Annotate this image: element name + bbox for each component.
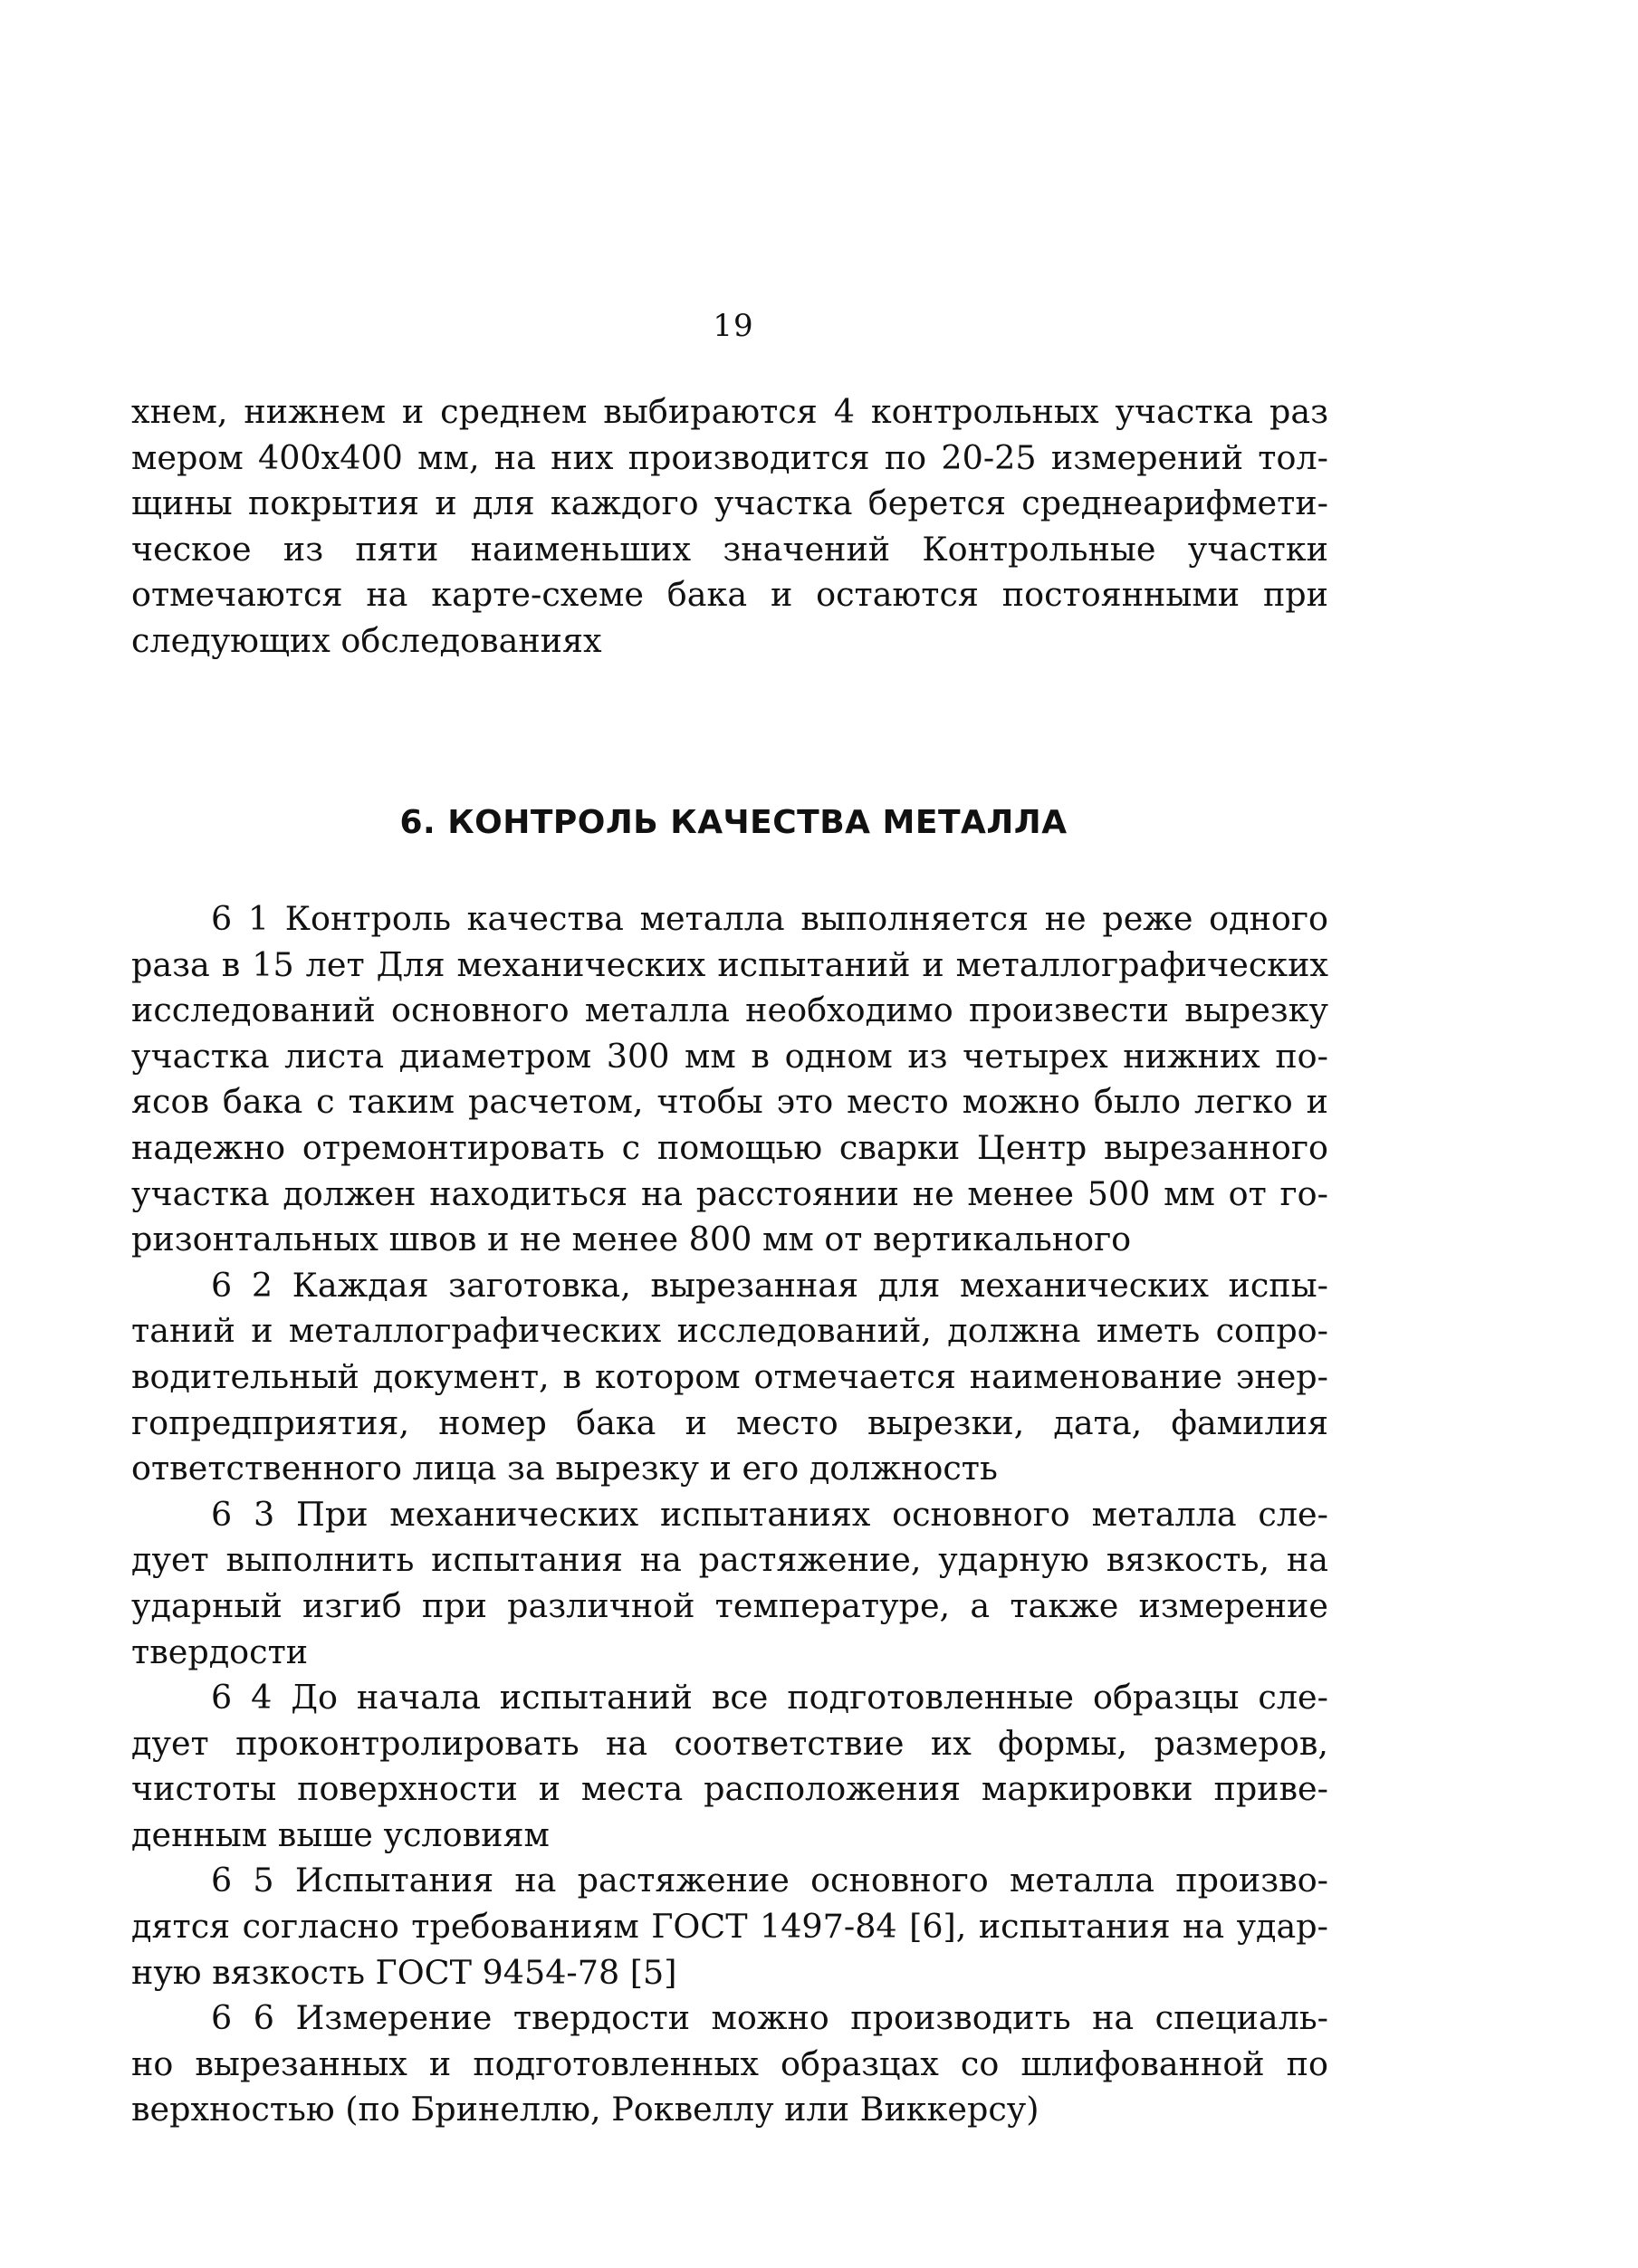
paragraph-6-6-line: верхностью (по Бринеллю, Роквеллу или Виккерсу) [131, 2090, 1039, 2129]
paragraph-6-5-line: 6 5 Испытания на растяжение основного металла произво- [211, 1861, 1328, 1900]
text-line: отмечаются на карте-схеме бака и остаются постоянными при [131, 575, 1328, 615]
text-line: мером 400х400 мм, на них производится по 20-25 измерений тол- [131, 437, 1328, 477]
paragraph-6-4-line: денным выше условиям [131, 1814, 550, 1854]
paragraph-6-3-line: 6 3 При механических испытаниях основного металла сле- [211, 1494, 1328, 1534]
page-number: 19 [713, 308, 754, 344]
paragraph-6-4-line: 6 4 До начала испытаний все подготовленные образцы сле- [211, 1678, 1328, 1718]
paragraph-6-1-line: 6 1 Контроль качества металла выполняется не реже одного [211, 899, 1328, 938]
paragraph-6-1-line: исследований основного металла необходимо произвести вырезку [131, 990, 1328, 1030]
text-line: щины покрытия и для каждого участка берется среднеарифмети- [131, 483, 1328, 523]
paragraph-6-4-line: дует проконтролировать на соответствие их формы, размеров, [131, 1723, 1328, 1763]
paragraph-6-3-line: ударный изгиб при различной температуре, а также измерение [131, 1585, 1328, 1625]
paragraph-6-3-line: дует выполнить испытания на растяжение, ударную вязкость, на [131, 1540, 1328, 1580]
paragraph-6-2-line: ответственного лица за вырезку и его должность [131, 1449, 998, 1488]
text-line: следующих обследованиях [131, 620, 602, 660]
paragraph-6-5-line: ную вязкость ГОСТ 9454-78 [5] [131, 1952, 677, 1992]
text-line: хнем, нижнем и среднем выбираются 4 контрольных участка раз [131, 392, 1328, 431]
paragraph-6-5-line: дятся согласно требованиям ГОСТ 1497-84 [6], испытания на удар- [131, 1907, 1328, 1947]
intro-paragraph [131, 389, 1328, 665]
paragraph-6-2-line: гопредприятия, номер бака и место вырезки, дата, фамилия [131, 1402, 1328, 1442]
paragraph-6-1-line: раза в 15 лет Для механических испытаний и металлографических [131, 944, 1328, 984]
paragraph-6-4-line: чистоты поверхности и места расположения маркировки приве- [131, 1769, 1328, 1809]
paragraph-6-1-line: участка должен находиться на расстоянии не менее 500 мм от го- [131, 1173, 1328, 1213]
text-line: ческое из пяти наименьших значений Контрольные участки [131, 529, 1328, 569]
section-heading: 6. КОНТРОЛЬ КАЧЕСТВА МЕТАЛЛА [399, 804, 1068, 841]
paragraph-6-1-line: ясов бака с таким расчетом, чтобы это место можно было легко и [131, 1082, 1328, 1122]
paragraph-6-1-line: участка листа диаметром 300 мм в одном из четырех нижних по- [131, 1036, 1328, 1076]
paragraph-6-3-line: твердости [131, 1632, 309, 1671]
paragraph-6-1-line: надежно отремонтировать с помощью сварки Центр вырезанного [131, 1127, 1328, 1167]
paragraph-6-6-line: но вырезанных и подготовленных образцах со шлифованной по [131, 2043, 1328, 2083]
paragraph-6-2-line: 6 2 Каждая заготовка, вырезанная для механических испы- [211, 1265, 1328, 1305]
paragraph-6-2-line: таний и металлографических исследований, должна иметь сопро- [131, 1311, 1328, 1351]
paragraph-6-1-line: ризонтальных швов и не менее 800 мм от вертикального [131, 1220, 1132, 1259]
section-body [131, 896, 1328, 2133]
paragraph-6-2-line: водительный документ, в котором отмечается наименование энер- [131, 1356, 1328, 1396]
paragraph-6-6-line: 6 6 Измерение твердости можно производить на специаль- [211, 1998, 1328, 2038]
